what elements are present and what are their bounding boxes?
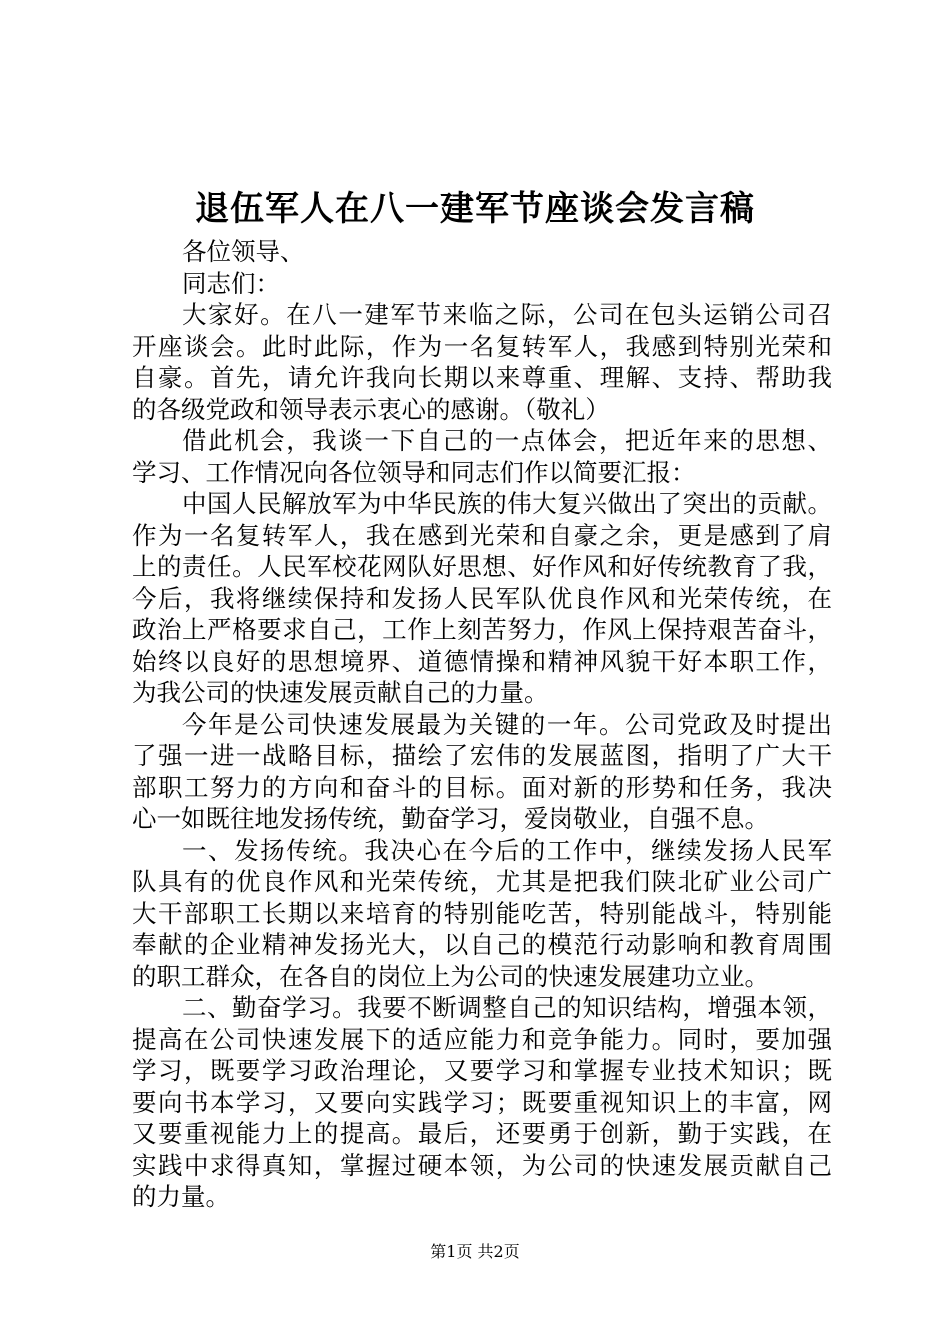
paragraph-line: 二、勤奋学习。我要不断调整自己的知识结构，增强本领， [182, 993, 832, 1022]
paragraph-line: 心一如既往地发扬传统，勤奋学习，爱岗敬业，自强不息。 [132, 804, 769, 833]
paragraph-line: 作为一名复转军人，我在感到光荣和自豪之余，更是感到了肩 [132, 520, 832, 550]
paragraph-line: 开座谈会。此时此际，作为一名复转军人，我感到特别光荣和 [132, 331, 832, 361]
paragraph-line: 学习，既要学习政治理论，又要学习和掌握专业技术知识；既 [132, 1056, 832, 1085]
paragraph-line: 上的责任。人民军校花网队好思想、好作风和好传统教育了我， [132, 552, 832, 581]
paragraph-line: 一、发扬传统。我决心在今后的工作中，继续发扬人民军 [182, 835, 832, 865]
paragraph-line: 要向书本学习，又要向实践学习；既要重视知识上的丰富，网 [132, 1087, 832, 1117]
paragraph-line: 的力量。 [132, 1182, 230, 1211]
paragraph-line: 队具有的优良作风和光荣传统，尤其是把我们陕北矿业公司广 [132, 867, 832, 896]
paragraph-line: 今后，我将继续保持和发扬人民军队优良作风和光荣传统，在 [132, 583, 832, 613]
paragraph-line: 奉献的企业精神发扬光大，以自己的模范行动影响和教育周围 [132, 930, 832, 959]
paragraph-line: 学习、工作情况向各位领导和同志们作以简要汇报： [132, 457, 696, 487]
paragraph-line: 实践中求得真知，掌握过硬本领，为公司的快速发展贡献自己 [132, 1150, 832, 1180]
paragraph-line: 了强一进一战略目标，描绘了宏伟的发展蓝图，指明了广大干 [132, 741, 832, 770]
document-body [132, 236, 832, 1213]
paragraph-line: 大家好。在八一建军节来临之际，公司在包头运销公司召 [182, 300, 832, 329]
page-footer: 第1页 共2页 [430, 1242, 520, 1261]
paragraph-line: 又要重视能力上的提高。最后，还要勇于创新，勤于实践，在 [132, 1119, 832, 1148]
greeting-line: 各位领导、 [182, 237, 305, 266]
paragraph-line: 政治上严格要求自己，工作上刻苦努力，作风上保持艰苦奋斗， [132, 615, 832, 644]
paragraph-line: 借此机会，我谈一下自己的一点体会，把近年来的思想、 [182, 426, 832, 455]
paragraph-line: 自豪。首先，请允许我向长期以来尊重、理解、支持、帮助我 [132, 363, 832, 392]
paragraph-line: 始终以良好的思想境界、道德情操和精神风貌干好本职工作， [132, 646, 832, 676]
paragraph-line: 大干部职工长期以来培育的特别能吃苦，特别能战斗，特别能 [132, 898, 832, 928]
paragraph-line: 的职工群众，在各自的岗位上为公司的快速发展建功立业。 [132, 961, 769, 991]
paragraph-line: 为我公司的快速发展贡献自己的力量。 [132, 678, 549, 707]
document-title: 退伍军人在八一建军节座谈会发言稿 [195, 189, 755, 229]
paragraph-line: 的各级党政和领导表示衷心的感谢。（敬礼） [132, 394, 610, 424]
paragraph-line: 今年是公司快速发展最为关键的一年。公司党政及时提出 [182, 709, 832, 739]
paragraph-line: 中国人民解放军为中华民族的伟大复兴做出了突出的贡献。 [182, 489, 832, 518]
paragraph-line: 提高在公司快速发展下的适应能力和竞争能力。同时，要加强 [132, 1024, 832, 1054]
paragraph-line: 部职工努力的方向和奋斗的目标。面对新的形势和任务，我决 [132, 772, 832, 802]
greeting-line: 同志们： [182, 268, 280, 298]
